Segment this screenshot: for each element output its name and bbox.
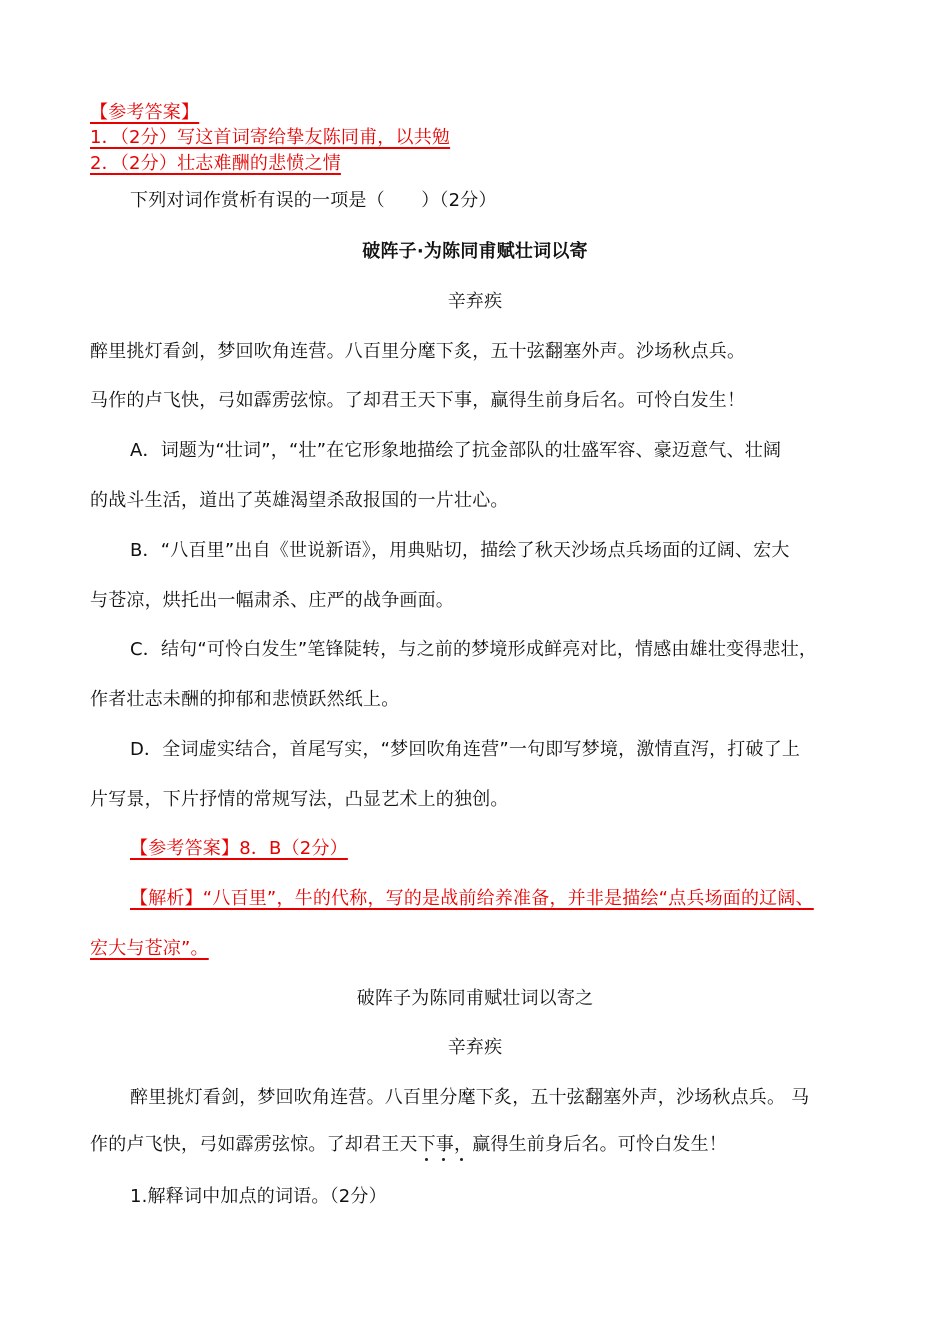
option-d-line-2: 片写景，下片抒情的常规写法，凸显艺术上的独创。 bbox=[90, 789, 509, 810]
poem2-title: 破阵子为陈同甫赋壮词以寄之 bbox=[356, 988, 594, 1009]
poem2-line-1: 醉里挑灯看剑，梦回吹角连营。八百里分麾下炙，五十弦翻塞外声，沙场秋点兵。 马 bbox=[130, 1087, 810, 1108]
poem-line-2: 马作的卢飞快，弓如霹雳弦惊。了却君王天下事，赢得生前身后名。可怜白发生！ bbox=[90, 390, 746, 411]
option-b-line-1: B．“八百里”出自《世说新语》，用典贴切，描绘了秋天沙场点兵场面的辽阔、宏大 bbox=[130, 540, 790, 561]
option-c-line-2: 作者壮志未酬的抑郁和悲愤跃然纸上。 bbox=[90, 689, 400, 710]
emphasis-dot bbox=[425, 1158, 428, 1161]
poem-title: 破阵子·为陈同甫赋壮词以寄 bbox=[362, 241, 588, 262]
option-a-line-1: A．词题为“壮词”，“壮”在它形象地描绘了抗金部队的壮盛军容、豪迈意气、壮阔 bbox=[130, 440, 782, 461]
poem-line-1: 醉里挑灯看剑，梦回吹角连营。八百里分麾下炙，五十弦翻塞外声。沙场秋点兵。 bbox=[90, 341, 746, 362]
poem2-author: 辛弃疾 bbox=[447, 1037, 503, 1058]
option-d-line-1: D．全词虚实结合，首尾写实，“梦回吹角连营”一句即写梦境，激情直泻，打破了上 bbox=[130, 739, 801, 760]
emphasis-dot bbox=[460, 1158, 463, 1161]
analysis-line-2: 宏大与苍凉”。 bbox=[90, 938, 209, 959]
answer-2: 2．（2分）壮志难酬的悲愤之情 bbox=[90, 153, 341, 174]
option-a-line-2: 的战斗生活，道出了英雄渴望杀敌报国的一片壮心。 bbox=[90, 490, 509, 511]
answer-1: 1．（2分）写这首词寄给挚友陈同甫，以共勉 bbox=[90, 127, 451, 148]
question-1: 1.解释词中加点的词语。（2分） bbox=[130, 1186, 387, 1207]
option-b-line-2: 与苍凉，烘托出一幅肃杀、庄严的战争画面。 bbox=[90, 590, 454, 611]
poem2-line-2: 作的卢飞快，弓如霹雳弦惊。了却君王天下事，赢得生前身后名。可怜白发生！ bbox=[90, 1134, 727, 1155]
question-stem: 下列对词作赏析有误的一项是（ ）（2分） bbox=[130, 190, 497, 211]
poem-author: 辛弃疾 bbox=[447, 291, 503, 312]
answer-label: 【参考答案】 bbox=[90, 102, 200, 123]
emphasis-dot bbox=[442, 1158, 445, 1161]
analysis-line-1: 【解析】“八百里”，牛的代称，写的是战前给养准备，并非是描绘“点兵场面的辽阔、 bbox=[130, 888, 814, 909]
reference-answer: 【参考答案】8．B（2分） bbox=[130, 838, 348, 859]
option-c-line-1: C．结句“可怜白发生”笔锋陡转，与之前的梦境形成鲜亮对比，情感由雄壮变得悲壮， bbox=[130, 639, 818, 660]
